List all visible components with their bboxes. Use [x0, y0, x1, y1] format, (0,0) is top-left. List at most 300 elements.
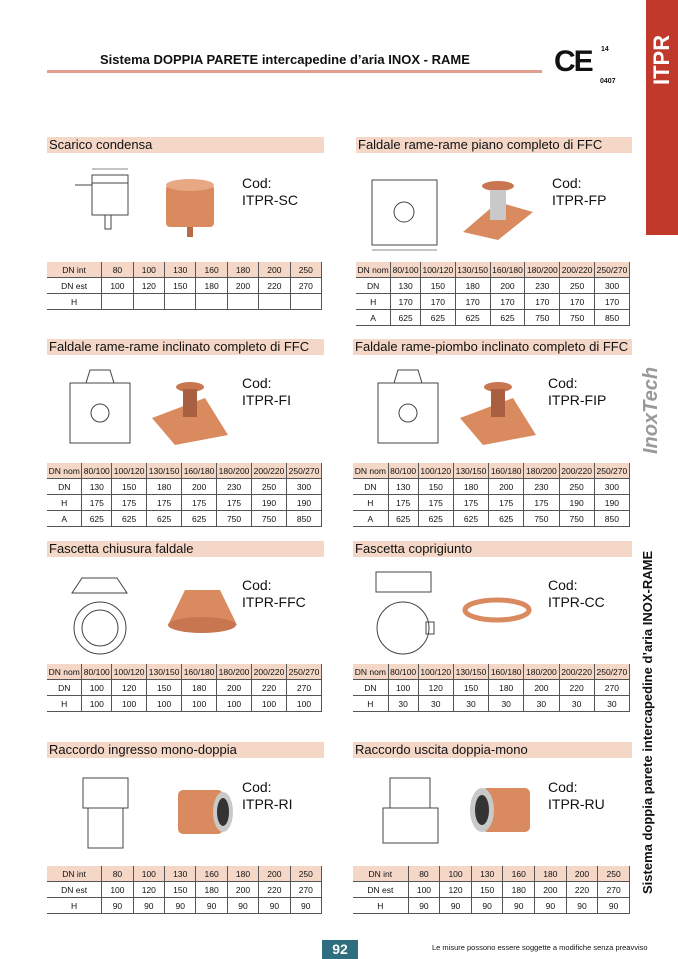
table-cell: 270 — [594, 680, 629, 696]
product-photo — [458, 172, 538, 242]
table-cell: 250/270 — [287, 463, 322, 479]
table-cell: 160 — [196, 262, 227, 278]
dimension-table — [353, 866, 630, 914]
table-cell: 170 — [420, 294, 455, 310]
section-title: Faldale rame-piombo inclinato completo di FFC — [353, 339, 632, 355]
table-cell: 130/150 — [453, 463, 488, 479]
table-cell: 80 — [102, 866, 133, 882]
table-row — [353, 898, 630, 914]
table-cell: 625 — [453, 511, 488, 527]
table-cell: 170 — [560, 294, 595, 310]
table-cell: 120 — [133, 278, 164, 294]
table-cell: 160 — [503, 866, 535, 882]
table-cell: 220 — [259, 882, 290, 898]
ce-number-bottom: 0407 — [600, 78, 616, 85]
product-photo — [170, 782, 240, 842]
table-cell: 180 — [489, 680, 524, 696]
row-header-cell: DN int — [47, 866, 102, 882]
table-cell: 160/180 — [182, 664, 217, 680]
table-cell: 750 — [560, 310, 595, 326]
table-row — [353, 664, 630, 680]
table-cell — [165, 294, 196, 310]
dimension-table — [47, 866, 322, 914]
table-cell: 100/120 — [420, 262, 455, 278]
table-cell: 175 — [388, 495, 418, 511]
cod-label: Cod: — [548, 577, 578, 593]
table-cell: 175 — [524, 495, 559, 511]
side-code: ITPR — [649, 34, 674, 86]
table-cell: 90 — [440, 898, 472, 914]
table-cell: 90 — [471, 898, 503, 914]
product-code: ITPR-CC — [548, 594, 605, 610]
table-cell: 90 — [133, 898, 164, 914]
table-cell: 90 — [566, 898, 598, 914]
table-cell: 30 — [524, 696, 559, 712]
row-header-cell: DN est — [47, 882, 102, 898]
side-description: Sistema doppia parete intercapedine d’aria INOX-RAME — [640, 550, 655, 895]
table-cell: 625 — [147, 511, 182, 527]
table-cell — [196, 294, 227, 310]
table-cell: 750 — [525, 310, 560, 326]
table-row — [47, 294, 322, 310]
row-header-cell: DN nom — [353, 664, 388, 680]
table-cell: 190 — [594, 495, 629, 511]
row-header-cell: H — [47, 898, 102, 914]
table-cell: 150 — [165, 882, 196, 898]
table-cell: 625 — [418, 511, 453, 527]
table-cell — [290, 294, 321, 310]
row-header-cell: H — [356, 294, 391, 310]
table-cell: 80/100 — [388, 463, 418, 479]
footer-note: Le misure possono essere soggette a modifiche senza preavviso — [432, 943, 648, 952]
technical-drawing — [368, 770, 453, 855]
table-cell: 200 — [182, 479, 217, 495]
table-cell: 100 — [408, 882, 440, 898]
table-cell: 90 — [102, 898, 133, 914]
technical-drawing — [62, 365, 142, 450]
cod-label: Cod: — [242, 577, 272, 593]
row-header-cell: A — [47, 511, 82, 527]
table-cell: 100 — [82, 680, 112, 696]
table-cell: 160/180 — [489, 463, 524, 479]
table-cell: 220 — [559, 680, 594, 696]
table-cell: 100 — [133, 866, 164, 882]
row-header-cell: A — [353, 511, 388, 527]
table-cell: 190 — [252, 495, 287, 511]
table-cell: 30 — [453, 696, 488, 712]
table-cell: 200/220 — [252, 664, 287, 680]
table-cell: 150 — [471, 882, 503, 898]
table-cell: 220 — [252, 680, 287, 696]
table-cell: 180 — [227, 262, 258, 278]
table-cell: 100 — [182, 696, 217, 712]
table-cell: 270 — [287, 680, 322, 696]
table-cell — [133, 294, 164, 310]
row-header-cell: DN — [47, 680, 82, 696]
section-title: Raccordo ingresso mono-doppia — [47, 742, 324, 758]
table-cell: 90 — [259, 898, 290, 914]
product-code: ITPR-SC — [242, 192, 298, 208]
table-cell: 180 — [535, 866, 567, 882]
table-cell: 300 — [287, 479, 322, 495]
table-row — [353, 463, 630, 479]
table-cell: 170 — [455, 294, 490, 310]
table-cell: 130/150 — [455, 262, 490, 278]
table-cell: 180 — [147, 479, 182, 495]
table-row — [356, 294, 630, 310]
table-cell: 180 — [455, 278, 490, 294]
technical-drawing — [62, 568, 142, 663]
table-cell: 30 — [388, 696, 418, 712]
dimension-table — [353, 463, 630, 527]
row-header-cell: H — [47, 495, 82, 511]
technical-drawing — [370, 365, 450, 450]
table-cell: 750 — [217, 511, 252, 527]
product-photo — [150, 373, 230, 448]
table-cell: 850 — [287, 511, 322, 527]
table-cell: 80/100 — [82, 664, 112, 680]
table-cell: 130 — [391, 278, 421, 294]
cod-label: Cod: — [552, 175, 582, 191]
table-cell: 150 — [453, 680, 488, 696]
table-row — [47, 696, 322, 712]
table-cell: 625 — [490, 310, 525, 326]
product-photo — [462, 780, 537, 840]
section-title: Faldale rame-rame inclinato completo di FFC — [47, 339, 324, 355]
table-cell: 90 — [196, 898, 227, 914]
table-cell: 30 — [559, 696, 594, 712]
section-title: Raccordo uscita doppia-mono — [353, 742, 632, 758]
table-cell — [102, 294, 133, 310]
table-cell: 625 — [82, 511, 112, 527]
row-header-cell: A — [356, 310, 391, 326]
table-cell: 175 — [418, 495, 453, 511]
table-row — [47, 463, 322, 479]
table-row — [353, 479, 630, 495]
table-cell: 220 — [566, 882, 598, 898]
table-cell: 170 — [391, 294, 421, 310]
table-cell: 200/220 — [559, 463, 594, 479]
table-cell: 180/200 — [524, 463, 559, 479]
table-cell: 270 — [290, 882, 321, 898]
table-cell: 30 — [418, 696, 453, 712]
table-cell: 80 — [102, 262, 133, 278]
table-cell: 230 — [524, 479, 559, 495]
table-cell: 750 — [252, 511, 287, 527]
inoxtech-logo: InoxTech — [640, 366, 662, 454]
table-cell: 120 — [440, 882, 472, 898]
table-cell: 180/200 — [217, 463, 252, 479]
table-row — [356, 310, 630, 326]
table-cell: 180 — [182, 680, 217, 696]
dimension-table — [47, 664, 322, 712]
table-cell: 270 — [598, 882, 630, 898]
table-cell: 150 — [147, 680, 182, 696]
table-cell: 625 — [182, 511, 217, 527]
row-header-cell: H — [353, 898, 408, 914]
row-header-cell: DN nom — [356, 262, 391, 278]
row-header-cell: H — [47, 294, 102, 310]
table-cell: 180/200 — [217, 664, 252, 680]
product-code: ITPR-FP — [552, 192, 607, 208]
row-header-cell: DN est — [353, 882, 408, 898]
table-cell: 175 — [112, 495, 147, 511]
table-cell: 175 — [82, 495, 112, 511]
table-cell: 100/120 — [112, 664, 147, 680]
table-cell: 100 — [147, 696, 182, 712]
table-cell: 170 — [490, 294, 525, 310]
table-cell: 300 — [594, 479, 629, 495]
row-header-cell: DN nom — [47, 664, 82, 680]
table-cell: 160 — [196, 866, 227, 882]
product-code: ITPR-FFC — [242, 594, 306, 610]
table-cell: 130/150 — [147, 463, 182, 479]
table-cell: 100 — [102, 278, 133, 294]
table-cell: 250 — [290, 866, 321, 882]
table-cell: 90 — [408, 898, 440, 914]
table-cell: 150 — [165, 278, 196, 294]
row-header-cell: DN int — [353, 866, 408, 882]
table-cell: 625 — [391, 310, 421, 326]
table-cell: 625 — [388, 511, 418, 527]
table-cell: 220 — [259, 278, 290, 294]
table-cell: 850 — [594, 511, 629, 527]
table-cell: 175 — [182, 495, 217, 511]
table-cell: 90 — [165, 898, 196, 914]
table-cell: 100 — [112, 696, 147, 712]
row-header-cell: DN int — [47, 262, 102, 278]
table-cell: 180 — [227, 866, 258, 882]
row-header-cell: DN — [356, 278, 391, 294]
table-cell: 180/200 — [525, 262, 560, 278]
table-row — [47, 495, 322, 511]
technical-drawing — [65, 165, 155, 245]
table-row — [47, 898, 322, 914]
table-row — [353, 882, 630, 898]
product-code: ITPR-RU — [548, 796, 605, 812]
table-row — [353, 511, 630, 527]
table-cell: 200 — [490, 278, 525, 294]
table-cell: 180 — [196, 278, 227, 294]
table-cell: 80 — [408, 866, 440, 882]
table-cell: 750 — [559, 511, 594, 527]
product-photo — [165, 585, 240, 640]
table-row — [47, 479, 322, 495]
row-header-cell: H — [353, 696, 388, 712]
table-cell: 160/180 — [182, 463, 217, 479]
dimension-table — [353, 664, 630, 712]
table-cell — [227, 294, 258, 310]
table-cell: 120 — [133, 882, 164, 898]
section-title: Scarico condensa — [47, 137, 324, 153]
table-cell: 200 — [259, 866, 290, 882]
table-cell: 270 — [290, 278, 321, 294]
table-cell: 750 — [524, 511, 559, 527]
table-row — [47, 866, 322, 882]
table-row — [47, 511, 322, 527]
table-cell: 150 — [420, 278, 455, 294]
cod-label: Cod: — [242, 175, 272, 191]
table-cell: 90 — [535, 898, 567, 914]
table-cell: 130 — [82, 479, 112, 495]
title-underline — [47, 70, 542, 73]
table-cell: 100 — [102, 882, 133, 898]
dimension-table — [356, 262, 630, 326]
table-cell: 175 — [147, 495, 182, 511]
table-cell: 230 — [217, 479, 252, 495]
table-row — [47, 882, 322, 898]
table-cell: 100/120 — [418, 463, 453, 479]
table-cell: 625 — [112, 511, 147, 527]
table-cell: 850 — [595, 310, 630, 326]
ce-number-top: 14 — [601, 46, 609, 53]
table-cell: 180 — [453, 479, 488, 495]
table-cell: 90 — [227, 898, 258, 914]
table-cell: 250 — [252, 479, 287, 495]
table-row — [356, 262, 630, 278]
table-cell: 200 — [227, 882, 258, 898]
table-cell: 175 — [489, 495, 524, 511]
table-cell: 100 — [133, 262, 164, 278]
table-row — [47, 664, 322, 680]
table-cell: 130/150 — [453, 664, 488, 680]
table-row — [353, 696, 630, 712]
table-cell: 250/270 — [594, 463, 629, 479]
dimension-table — [47, 463, 322, 527]
table-cell: 130/150 — [147, 664, 182, 680]
product-code: ITPR-RI — [242, 796, 293, 812]
row-header-cell: DN est — [47, 278, 102, 294]
table-cell: 90 — [290, 898, 321, 914]
row-header-cell: DN nom — [353, 463, 388, 479]
row-header-cell: DN — [47, 479, 82, 495]
product-photo — [462, 590, 532, 630]
table-cell: 200/220 — [252, 463, 287, 479]
row-header-cell: DN — [353, 680, 388, 696]
page-title: Sistema DOPPIA PARETE intercapedine d’aria INOX - RAME — [100, 52, 470, 67]
table-cell: 130 — [165, 262, 196, 278]
table-cell: 30 — [594, 696, 629, 712]
table-cell: 175 — [453, 495, 488, 511]
product-code: ITPR-FIP — [548, 392, 607, 408]
table-cell: 180 — [196, 882, 227, 898]
table-row — [353, 680, 630, 696]
row-header-cell: H — [47, 696, 82, 712]
table-cell: 100 — [252, 696, 287, 712]
table-cell: 80/100 — [82, 463, 112, 479]
table-cell: 80/100 — [388, 664, 418, 680]
table-cell: 200 — [227, 278, 258, 294]
table-row — [47, 278, 322, 294]
section-title: Fascetta chiusura faldale — [47, 541, 324, 557]
table-cell: 200 — [524, 680, 559, 696]
table-cell: 100 — [287, 696, 322, 712]
table-cell: 100 — [217, 696, 252, 712]
table-cell: 100 — [440, 866, 472, 882]
table-cell: 250/270 — [287, 664, 322, 680]
table-cell: 150 — [418, 479, 453, 495]
table-cell: 190 — [287, 495, 322, 511]
product-code: ITPR-FI — [242, 392, 291, 408]
table-cell: 200 — [489, 479, 524, 495]
table-cell: 250 — [598, 866, 630, 882]
table-cell: 150 — [112, 479, 147, 495]
technical-drawing — [362, 165, 447, 255]
table-cell: 120 — [418, 680, 453, 696]
row-header-cell: DN nom — [47, 463, 82, 479]
ce-mark: CE — [554, 45, 592, 78]
table-row — [47, 680, 322, 696]
technical-drawing — [68, 770, 148, 855]
table-row — [353, 866, 630, 882]
table-cell: 625 — [420, 310, 455, 326]
table-cell: 250 — [560, 278, 595, 294]
table-cell: 30 — [489, 696, 524, 712]
table-cell: 160/180 — [489, 664, 524, 680]
table-cell: 80/100 — [391, 262, 421, 278]
table-cell: 200/220 — [559, 664, 594, 680]
cod-label: Cod: — [242, 779, 272, 795]
table-cell: 200 — [217, 680, 252, 696]
table-cell: 250/270 — [595, 262, 630, 278]
table-cell: 100/120 — [112, 463, 147, 479]
table-cell: 120 — [112, 680, 147, 696]
table-cell: 250 — [559, 479, 594, 495]
table-row — [353, 495, 630, 511]
table-cell: 190 — [559, 495, 594, 511]
table-cell: 200 — [259, 262, 290, 278]
row-header-cell: DN — [353, 479, 388, 495]
table-cell: 200 — [535, 882, 567, 898]
dimension-table — [47, 262, 322, 310]
table-cell: 160/180 — [490, 262, 525, 278]
table-row — [47, 262, 322, 278]
table-cell: 170 — [595, 294, 630, 310]
table-cell: 180 — [503, 882, 535, 898]
table-cell: 130 — [165, 866, 196, 882]
table-cell: 170 — [525, 294, 560, 310]
table-cell: 130 — [471, 866, 503, 882]
cod-label: Cod: — [242, 375, 272, 391]
table-row — [356, 278, 630, 294]
product-photo — [458, 373, 538, 448]
table-cell: 200 — [566, 866, 598, 882]
table-cell: 250/270 — [594, 664, 629, 680]
table-cell: 250 — [290, 262, 321, 278]
table-cell: 625 — [455, 310, 490, 326]
cod-label: Cod: — [548, 779, 578, 795]
section-title: Faldale rame-rame piano completo di FFC — [356, 137, 632, 153]
table-cell: 200/220 — [560, 262, 595, 278]
page-number: 92 — [322, 940, 358, 959]
table-cell: 90 — [598, 898, 630, 914]
table-cell: 230 — [525, 278, 560, 294]
table-cell: 100 — [82, 696, 112, 712]
table-cell: 130 — [388, 479, 418, 495]
table-cell — [259, 294, 290, 310]
table-cell: 625 — [489, 511, 524, 527]
table-cell: 100/120 — [418, 664, 453, 680]
product-photo — [160, 175, 220, 240]
technical-drawing — [368, 566, 458, 661]
table-cell: 300 — [595, 278, 630, 294]
table-cell: 175 — [217, 495, 252, 511]
row-header-cell: H — [353, 495, 388, 511]
cod-label: Cod: — [548, 375, 578, 391]
table-cell: 180/200 — [524, 664, 559, 680]
table-cell: 90 — [503, 898, 535, 914]
table-cell: 100 — [388, 680, 418, 696]
